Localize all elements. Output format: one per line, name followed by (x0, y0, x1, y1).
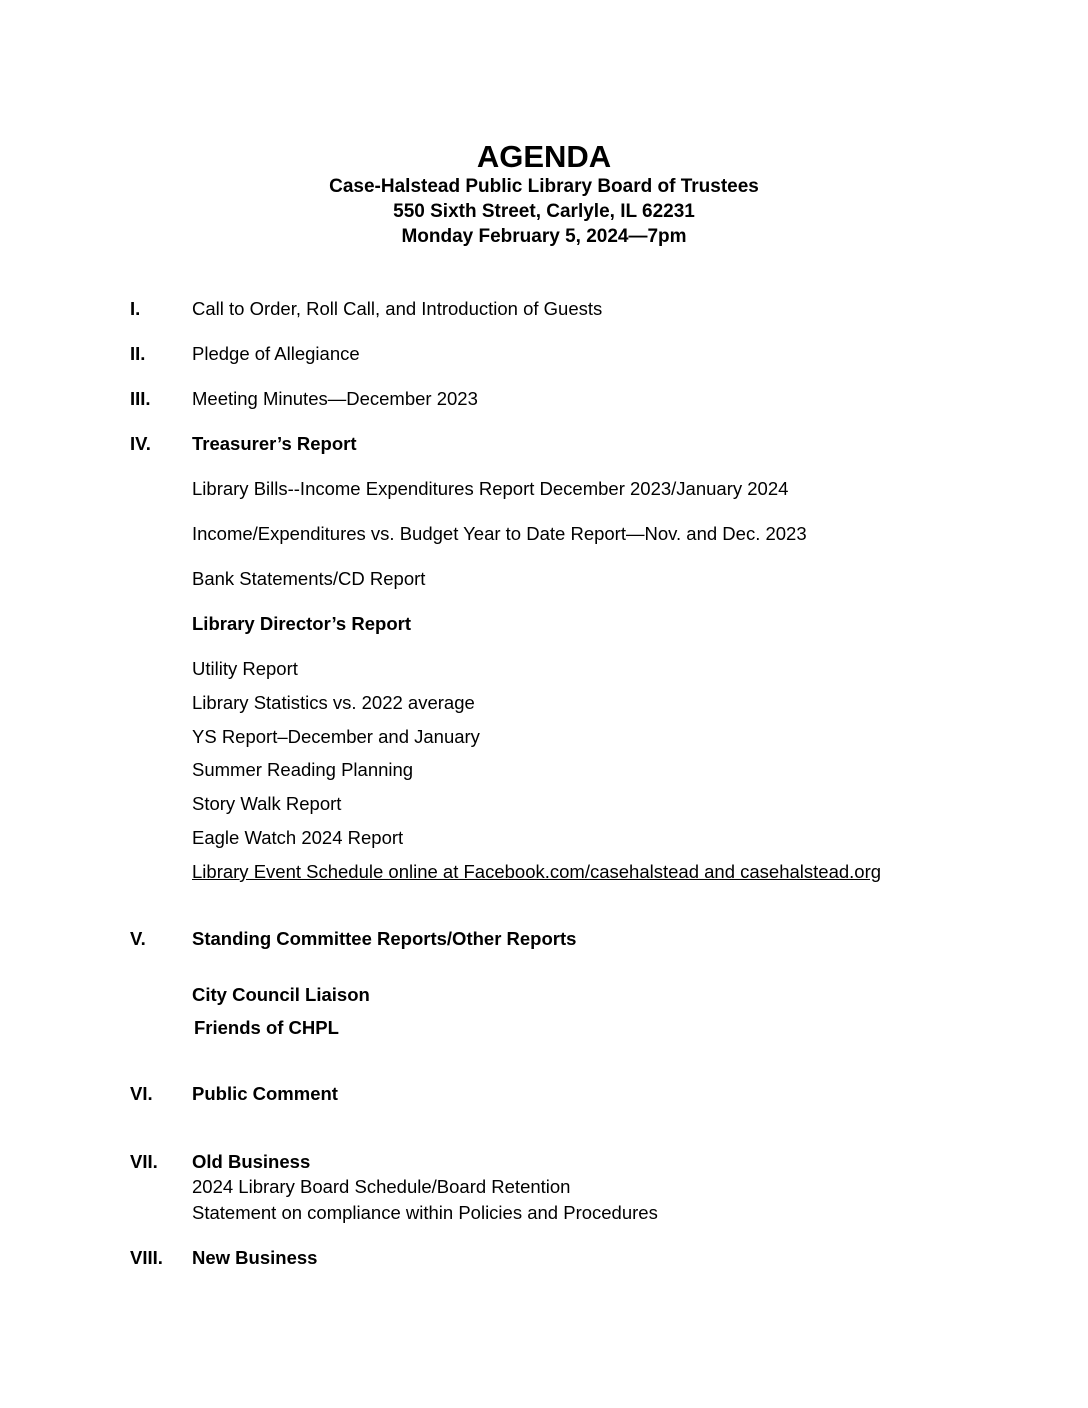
item-number: VII. (130, 1151, 158, 1172)
item-public-comment: Public Comment (192, 1083, 338, 1104)
page-title: AGENDA (476, 139, 612, 174)
item-number: V. (130, 928, 146, 949)
director-subitem: Utility Report (192, 658, 298, 679)
item-pledge: Pledge of Allegiance (192, 343, 360, 364)
director-subitem: Eagle Watch 2024 Report (192, 827, 404, 848)
director-subitem: Summer Reading Planning (192, 759, 414, 780)
item-number: II. (130, 343, 146, 364)
committee-subitem: City Council Liaison (192, 984, 370, 1005)
item-treasurers-report: Treasurer’s Report (192, 433, 357, 454)
item-number: III. (130, 388, 151, 409)
item-number: VIII. (130, 1247, 163, 1268)
item-number: I. (130, 298, 141, 319)
item-new-business: New Business (192, 1247, 318, 1268)
treasurer-subitem: Library Bills--Income Expenditures Report December 2023/January 2024 (192, 478, 789, 499)
address: 550 Sixth Street, Carlyle, IL 62231 (393, 201, 695, 222)
item-call-to-order: Call to Order, Roll Call, and Introduction of Guests (192, 298, 603, 319)
item-number: VI. (130, 1083, 153, 1104)
item-old-business: Old Business (192, 1151, 311, 1172)
treasurer-subitem: Bank Statements/CD Report (192, 568, 426, 589)
director-subitem: Library Statistics vs. 2022 average (192, 692, 475, 713)
item-meeting-minutes: Meeting Minutes—December 2023 (192, 388, 478, 409)
treasurer-subitem: Income/Expenditures vs. Budget Year to Date Report—Nov. and Dec. 2023 (192, 523, 807, 544)
old-business-subitem: Statement on compliance within Policies and Procedures (192, 1202, 658, 1223)
meeting-date-time: Monday February 5, 2024—7pm (401, 226, 687, 247)
item-standing-committee: Standing Committee Reports/Other Reports (192, 928, 577, 949)
item-number: IV. (130, 433, 151, 454)
event-schedule-link[interactable]: Library Event Schedule online at Facebook.com/casehalstead and casehalstead.org (192, 861, 882, 882)
old-business-subitem: 2024 Library Board Schedule/Board Retention (192, 1176, 571, 1197)
director-report-heading: Library Director’s Report (192, 613, 411, 634)
director-subitem: Story Walk Report (192, 793, 342, 814)
committee-subitem: Friends of CHPL (194, 1017, 339, 1038)
organization-name: Case-Halstead Public Library Board of Trustees (329, 176, 759, 197)
director-subitem: YS Report–December and January (192, 726, 480, 747)
